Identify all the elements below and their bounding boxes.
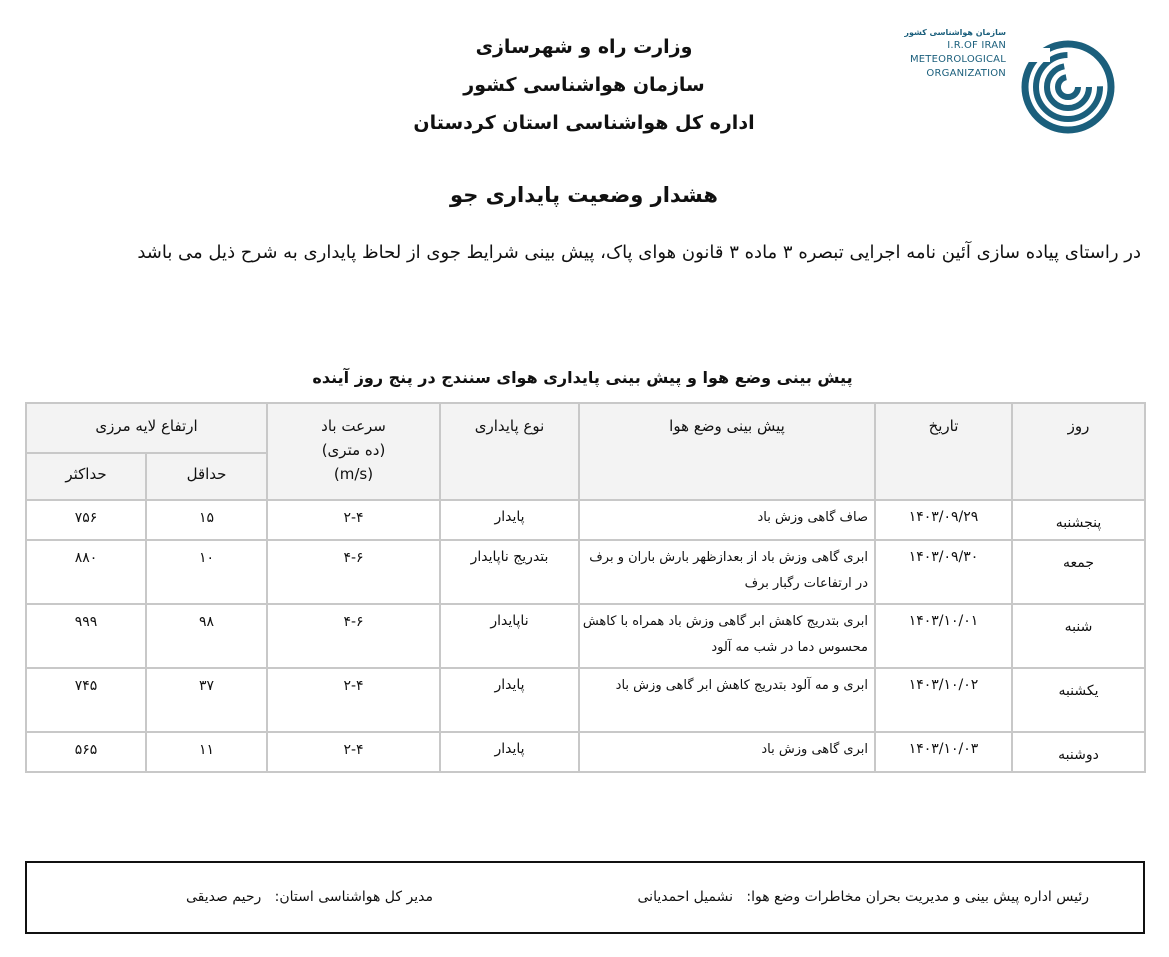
logo-persian-text: سازمان هواشناسی کشور	[904, 28, 1006, 37]
logo-english-line-2: METEOROLOGICAL	[909, 54, 1006, 65]
header-max: حداکثر	[26, 453, 146, 500]
header-boundary-layer-height: ارتفاع لایه مرزی	[26, 403, 267, 453]
document-title: هشدار وضعیت پایداری جو	[450, 183, 718, 207]
logo-english-line-1: I.R.OF IRAN	[947, 40, 1006, 51]
cell-wind-speed: ۲-۴	[267, 500, 440, 540]
cell-wind-speed: ۲-۴	[267, 668, 440, 732]
forecast-table	[25, 402, 1146, 773]
header-stability: نوع پایداری	[440, 403, 579, 500]
table-row	[26, 604, 1145, 668]
cell-forecast: ابری بتدریج کاهش ابر گاهی وزش باد همراه با کاهش محسوس دما در شب مه آلود	[579, 604, 875, 668]
forecast-table-body	[26, 500, 1145, 772]
cell-forecast: ابری و مه آلود بتدریج کاهش ابر گاهی وزش باد	[579, 668, 875, 732]
cell-day: جمعه	[1012, 540, 1145, 604]
cell-date: ۱۴۰۳/۱۰/۰۲	[875, 668, 1012, 732]
cell-wind-speed: ۴-۶	[267, 604, 440, 668]
header-day: روز	[1012, 403, 1145, 500]
cell-forecast: ابری گاهی وزش باد	[579, 732, 875, 772]
director-role: مدیر کل هواشناسی استان:	[274, 889, 433, 905]
letterhead	[334, 28, 834, 142]
cell-stability: بتدریج ناپایدار	[440, 540, 579, 604]
cell-day: پنجشنبه	[1012, 500, 1145, 540]
cell-boundary-min: ۱۵	[146, 500, 267, 540]
cell-wind-speed: ۴-۶	[267, 540, 440, 604]
ministry-name: وزارت راه و شهرسازی	[475, 36, 693, 58]
header-wind-speed: سرعت باد (ده متری) (m/s)	[267, 403, 440, 500]
cell-stability: پایدار	[440, 668, 579, 732]
forecast-head-role: رئیس اداره پیش بینی و مدیریت بحران مخاطرات وضع هوا:	[746, 889, 1089, 905]
office-name: اداره کل هواشناسی استان کردستان	[413, 112, 755, 134]
logo-english-line-3: ORGANIZATION	[926, 68, 1006, 79]
cell-stability: ناپایدار	[440, 604, 579, 668]
cell-date: ۱۴۰۳/۰۹/۲۹	[875, 500, 1012, 540]
header-min: حداقل	[146, 453, 267, 500]
cell-day: دوشنبه	[1012, 732, 1145, 772]
table-row	[26, 668, 1145, 732]
cell-boundary-max: ۹۹۹	[26, 604, 146, 668]
cell-stability: پایدار	[440, 500, 579, 540]
cell-boundary-min: ۹۸	[146, 604, 267, 668]
cell-stability: پایدار	[440, 732, 579, 772]
director-signature	[186, 889, 433, 905]
cell-boundary-min: ۱۰	[146, 540, 267, 604]
spiral-emblem-icon	[1020, 30, 1116, 144]
header-forecast: پیش بینی وضع هوا	[579, 403, 875, 500]
table-caption: پیش بینی وضع هوا و پیش بینی پایداری هوای سنندج در پنج روز آینده	[312, 368, 853, 387]
cell-date: ۱۴۰۳/۱۰/۰۳	[875, 732, 1012, 772]
header-date: تاریخ	[875, 403, 1012, 500]
cell-boundary-min: ۳۷	[146, 668, 267, 732]
cell-day: یکشنبه	[1012, 668, 1145, 732]
organization-name: سازمان هواشناسی کشور	[463, 74, 705, 96]
cell-date: ۱۴۰۳/۰۹/۳۰	[875, 540, 1012, 604]
cell-boundary-max: ۷۴۵	[26, 668, 146, 732]
cell-boundary-max: ۷۵۶	[26, 500, 146, 540]
cell-boundary-min: ۱۱	[146, 732, 267, 772]
cell-boundary-max: ۵۶۵	[26, 732, 146, 772]
forecast-head-name: نشمیل احمدیانی	[637, 889, 733, 905]
meteorological-organization-logo	[904, 22, 1118, 147]
director-name: رحیم صدیقی	[186, 889, 262, 905]
table-row	[26, 732, 1145, 772]
cell-forecast: ابری گاهی وزش باد از بعدازظهر بارش باران و برف در ارتفاعات رگبار برف	[579, 540, 875, 604]
table-row	[26, 500, 1145, 540]
cell-wind-speed: ۲-۴	[267, 732, 440, 772]
cell-day: شنبه	[1012, 604, 1145, 668]
cell-forecast: صاف گاهی وزش باد	[579, 500, 875, 540]
cell-date: ۱۴۰۳/۱۰/۰۱	[875, 604, 1012, 668]
intro-paragraph: در راستای پیاده سازی آئین نامه اجرایی تبصره ۳ ماده ۳ قانون هوای پاک، پیش بینی شرایط جوی از لحاظ پایداری به شرح ذیل می باشد	[137, 242, 1141, 263]
table-row	[26, 540, 1145, 604]
signature-box	[25, 861, 1145, 934]
cell-boundary-max: ۸۸۰	[26, 540, 146, 604]
forecast-head-signature	[638, 889, 1089, 905]
